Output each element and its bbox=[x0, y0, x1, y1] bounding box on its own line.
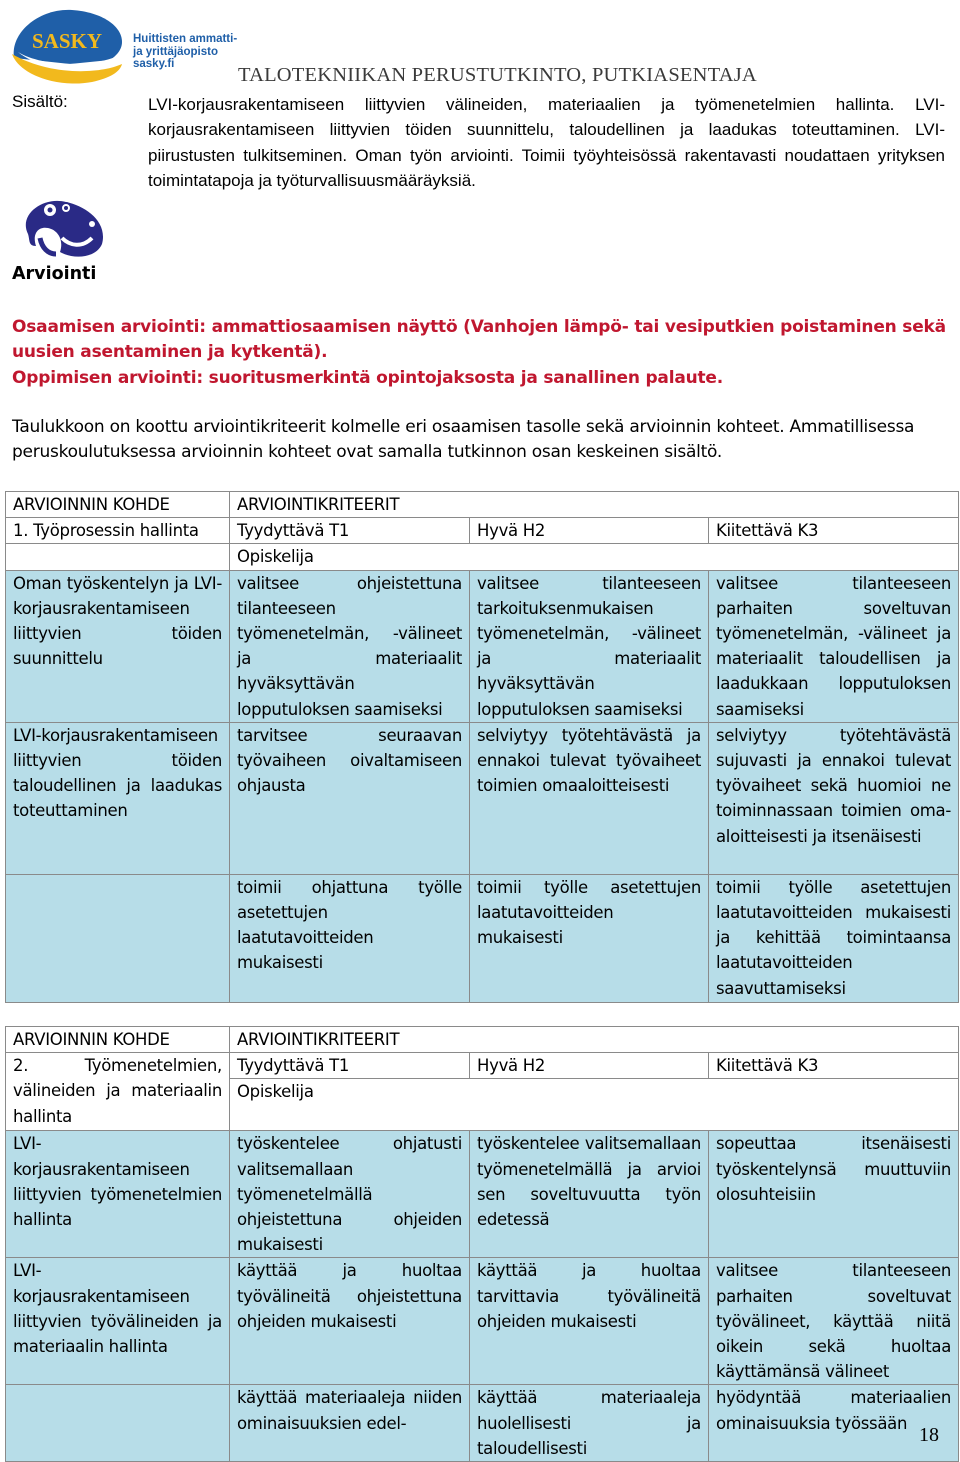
criteria-header: ARVIOINTIKRITEERIT bbox=[230, 492, 959, 518]
target-header: ARVIOINNIN KOHDE bbox=[6, 1027, 230, 1053]
level-k3: Kiitettävä K3 bbox=[709, 1053, 959, 1079]
target-header: ARVIOINNIN KOHDE bbox=[6, 492, 230, 518]
level-t1: Tyydyttävä T1 bbox=[230, 518, 470, 544]
criteria-t1-cell: käyttää materiaaleja niiden ominaisuuksien edel- bbox=[230, 1385, 470, 1462]
level-k3: Kiitettävä K3 bbox=[709, 518, 959, 544]
criteria-k3-cell: toimii työlle asetettujen laatutavoitteiden mukaisesti ja kehittää toimintaansa laatutavoitteiden saavuttamiseksi bbox=[709, 874, 959, 1002]
criteria-h2-cell: käyttää materiaaleja huolellisesti ja taloudellisesti bbox=[470, 1385, 709, 1462]
criteria-table-2 bbox=[5, 1026, 959, 1462]
content-description bbox=[148, 92, 945, 193]
section-title: 2. Työmenetelmien, välineiden ja materiaalin hallinta bbox=[6, 1053, 230, 1131]
criteria-h2-cell: valitsee tilanteeseen tarkoituksenmukaisen työmenetelmän, -välineet ja materiaalit hyväksyttävän lopputuloksen saamiseksi bbox=[470, 570, 709, 722]
logo-line-1: Huittisten ammatti- bbox=[133, 33, 238, 45]
criteria-k3-cell: valitsee tilanteeseen parhaiten soveltuvat työvälineet, käyttää niitä oikein sekä huoltaa käyttämänsä välineet bbox=[709, 1258, 959, 1385]
assessment-heading: Arviointi bbox=[12, 264, 97, 284]
assessment-intro: Taulukkoon on koottu arviointikriteerit kolmelle eri osaamisen tasolle sekä arvioinnin kohteet. Ammatillisessa peruskoulutuksessa arvioinnin kohteet ovat samalla tutkinnon osan keskeinen sisältö. bbox=[12, 417, 915, 463]
mascot-icon bbox=[14, 194, 110, 260]
degree-title: TALOTEKNIIKAN PERUSTUTKINTO, PUTKIASENTAJA bbox=[238, 64, 757, 86]
section-title: 1. Työprosessin hallinta bbox=[6, 518, 230, 544]
criteria-h2-cell: työskentelee valitsemallaan työmenetelmällä ja arvioi sen soveltuvuutta työn edetessä bbox=[470, 1131, 709, 1258]
logo-line-3: sasky.fi bbox=[133, 58, 175, 70]
content-label: Sisältö: bbox=[12, 92, 68, 111]
criteria-t1-cell: toimii ohjattuna työlle asetettujen laatutavoitteiden mukaisesti bbox=[230, 874, 470, 1002]
target-cell: Oman työskentelyn ja LVI-korjausrakentamiseen liittyvien töiden suunnittelu bbox=[6, 570, 230, 722]
target-cell bbox=[6, 1385, 230, 1462]
criteria-header: ARVIOINTIKRITEERIT bbox=[230, 1027, 959, 1053]
logo-brand-text: SASKY bbox=[32, 29, 103, 53]
sasky-logo-mark bbox=[10, 2, 130, 86]
criteria-table-1 bbox=[5, 491, 959, 1003]
criteria-h2-cell: selviytyy työtehtävästä ja ennakoi tulevat työvaiheet toimien omaaloitteisesti bbox=[470, 722, 709, 874]
sasky-logo bbox=[10, 2, 240, 86]
level-t1: Tyydyttävä T1 bbox=[230, 1053, 470, 1079]
content-text: LVI-korjausrakentamiseen liittyvien välineiden, materiaalien ja työmenetelmien hallinta. LVI-korjausrakentamiseen liittyvien töiden suunnittelu, taloudellinen ja laadukas toteuttaminen. LVI-piirustusten tulkitseminen. Oman työn arviointi. Toimii työyhteisössä rakentavasti noudattaen yrityksen toimintatapoja ja työturvallisuusmääräyksiä. bbox=[148, 95, 945, 190]
criteria-k3-cell: hyödyntää materiaalien ominaisuuksia työssään bbox=[709, 1385, 959, 1462]
assessment-methods bbox=[12, 315, 948, 391]
page-number: 18 bbox=[919, 1424, 939, 1446]
criteria-k3-cell: selviytyy työtehtävästä sujuvasti ja ennakoi tulevat työvaiheet sekä huomioi ne toiminnassaan toimien oma-aloitteisesti ja itsenäisesti bbox=[709, 722, 959, 874]
student-label: Opiskelija bbox=[230, 1079, 959, 1131]
criteria-t1-cell: työskentelee ohjatusti valitsemallaan työmenetelmällä ohjeistettuna ohjeiden mukaisesti bbox=[230, 1131, 470, 1258]
level-h2: Hyvä H2 bbox=[470, 1053, 709, 1079]
student-label: Opiskelija bbox=[230, 544, 959, 570]
target-cell bbox=[6, 874, 230, 1002]
criteria-t1-cell: tarvitsee seuraavan työvaiheen oivaltamiseen ohjausta bbox=[230, 722, 470, 874]
level-h2: Hyvä H2 bbox=[470, 518, 709, 544]
learning-assessment: Oppimisen arviointi: suoritusmerkintä opintojaksosta ja sanallinen palaute. bbox=[12, 367, 724, 388]
criteria-h2-cell: toimii työlle asetettujen laatutavoitteiden mukaisesti bbox=[470, 874, 709, 1002]
logo-line-2: ja yrittäjäopisto bbox=[133, 45, 218, 58]
criteria-t1-cell: valitsee ohjeistettuna tilanteeseen työmenetelmän, -välineet ja materiaalit hyväksyttävän lopputuloksen saamiseksi bbox=[230, 570, 470, 722]
criteria-k3-cell: sopeuttaa itsenäisesti työskentelynsä muuttuviin olosuhteisiin bbox=[709, 1131, 959, 1258]
criteria-t1-cell: käyttää ja huoltaa työvälineitä ohjeistettuna ohjeiden mukaisesti bbox=[230, 1258, 470, 1385]
target-cell: LVI- korjausrakentamiseen liittyvien työmenetelmien hallinta bbox=[6, 1131, 230, 1258]
target-cell: LVI-korjausrakentamiseen liittyvien töiden taloudellinen ja laadukas toteuttaminen bbox=[6, 722, 230, 874]
criteria-h2-cell: käyttää ja huoltaa tarvittavia työvälineitä ohjeiden mukaisesti bbox=[470, 1258, 709, 1385]
competence-assessment: Osaamisen arviointi: ammattiosaamisen näyttö (Vanhojen lämpö- tai vesiputkien poistaminen sekä uusien asentaminen ja kytkentä). bbox=[12, 317, 946, 363]
target-cell: LVI- korjausrakentamiseen liittyvien työvälineiden ja materiaalin hallinta bbox=[6, 1258, 230, 1385]
criteria-k3-cell: valitsee tilanteeseen parhaiten soveltuvan työmenetelmän, -välineet ja materiaalit taloudellisen ja laadukkaan lopputuloksen saamiseksi bbox=[709, 570, 959, 722]
